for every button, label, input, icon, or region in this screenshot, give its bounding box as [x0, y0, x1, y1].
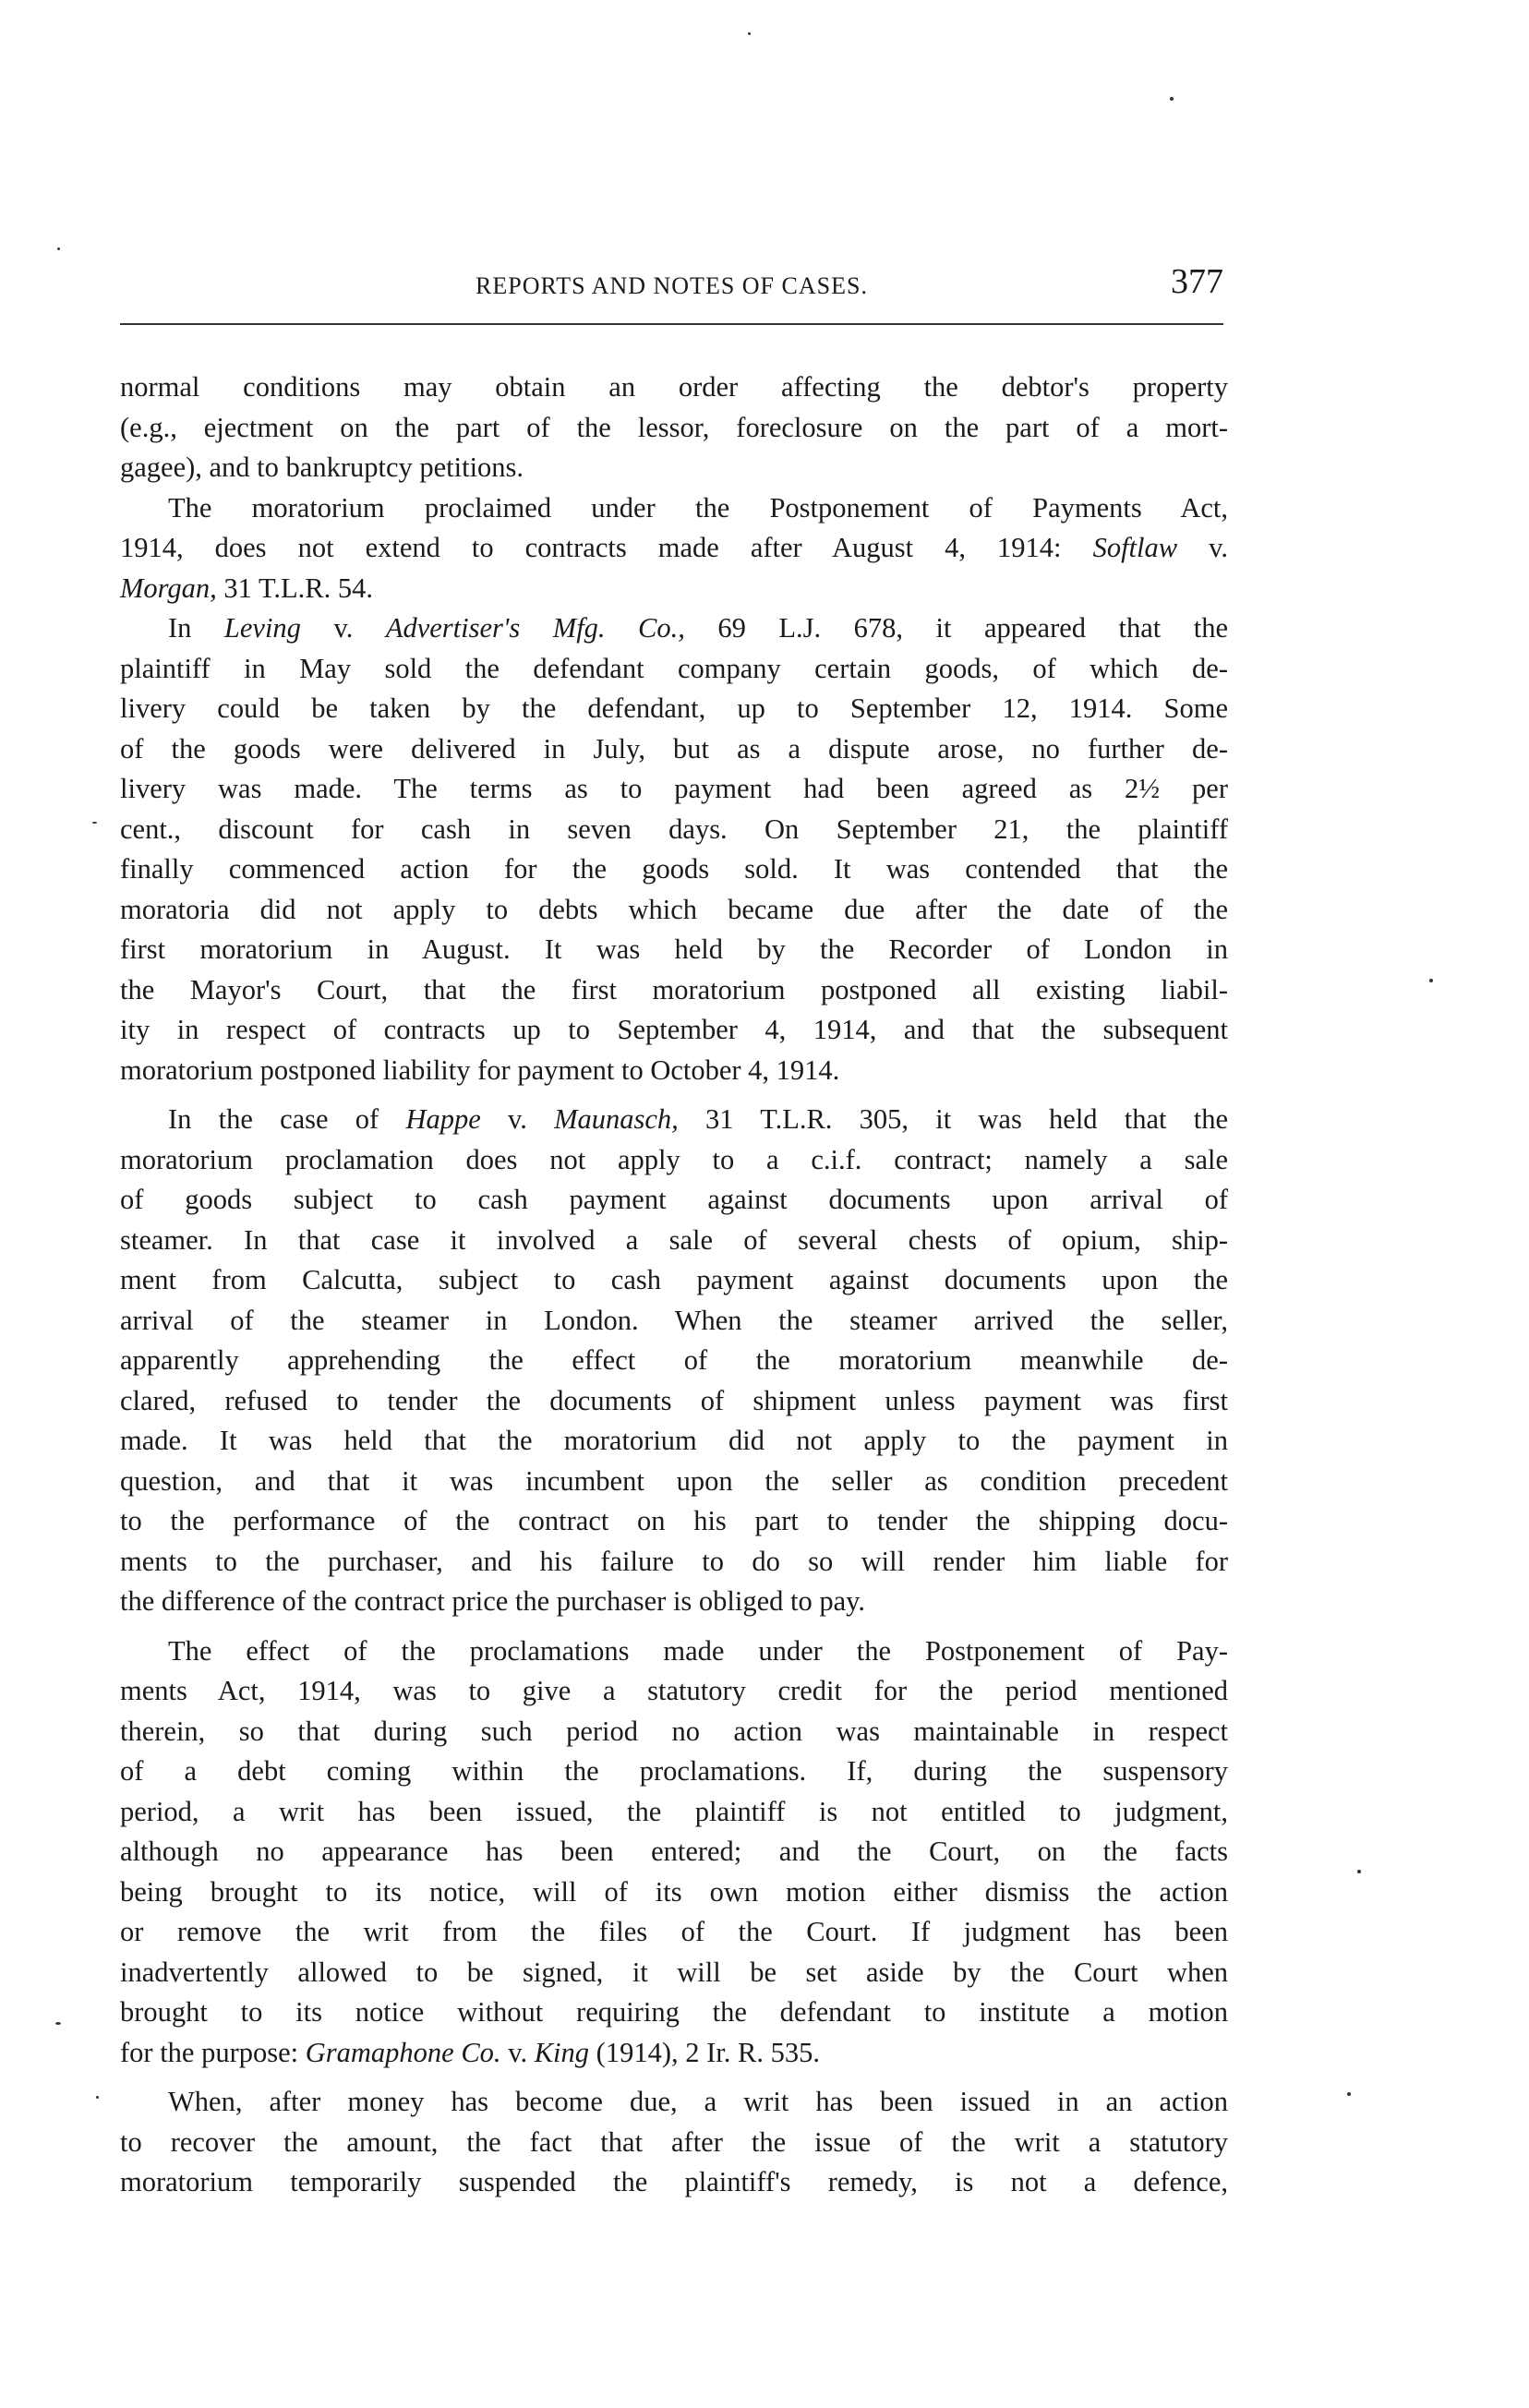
text-line — [120, 2033, 1228, 2074]
text-segment: v. — [508, 2036, 528, 2068]
scan-speck — [1170, 97, 1174, 101]
text-segment: 31 T.L.R. 54. — [223, 572, 373, 604]
text-line: ments Act, 1914, was to give a statutory credit for the period mentioned — [120, 1675, 1228, 1706]
text-segment: v. — [333, 612, 354, 644]
scan-speck — [1357, 1870, 1361, 1873]
text-line: ment from Calcutta, subject to cash payment against documents upon the — [120, 1264, 1228, 1295]
body-text — [120, 367, 1228, 2203]
text-line: of goods subject to cash payment against documents upon arrival of — [120, 1184, 1228, 1215]
text-line: or remove the writ from the files of the Court. If judgment has been — [120, 1916, 1228, 1947]
paragraph-gap — [120, 2073, 1228, 2082]
text-line: apparently apprehending the effect of the moratorium meanwhile de- — [120, 1344, 1228, 1376]
text-line: The moratorium proclaimed under the Postponement of Payments Act, — [168, 491, 1228, 524]
text-line: (e.g., ejectment on the part of the lessor, foreclosure on the part of a mort- — [120, 411, 1228, 443]
case-name: Happe — [405, 1103, 481, 1135]
text-line: moratoria did not apply to debts which became due after the date of the — [120, 893, 1228, 925]
scan-speck — [1347, 2092, 1351, 2096]
text-line: therein, so that during such period no action was maintainable in respect — [120, 1715, 1228, 1747]
text-line: period, a writ has been issued, the plaintiff is not entitled to judgment, — [120, 1795, 1228, 1827]
scan-speck — [96, 2096, 99, 2099]
text-line: inadvertently allowed to be signed, it will be set aside by the Court when — [120, 1956, 1228, 1988]
text-line: gagee), and to bankruptcy petitions. — [120, 452, 524, 483]
case-name: Advertiser's Mfg. Co., — [385, 612, 685, 644]
text-line: When, after money has become due, a writ has been issued in an action — [168, 2086, 1228, 2117]
text-line: ity in respect of contracts up to September 4, 1914, and that the subsequent — [120, 1014, 1228, 1045]
case-name: Gramaphone Co. — [305, 2036, 501, 2068]
text-line: to the performance of the contract on his part to tender the shipping docu- — [120, 1505, 1228, 1536]
text-segment: (1914), 2 Ir. R. 535. — [596, 2036, 820, 2068]
text-line: first moratorium in August. It was held by the Recorder of London in — [120, 933, 1228, 965]
scan-speck — [57, 247, 60, 250]
text-segment: 69 L.J. 678, it appeared that the — [717, 612, 1229, 644]
text-line — [120, 528, 1228, 569]
running-head — [120, 261, 1223, 317]
text-line: of a debt coming within the proclamations. If, during the suspensory — [120, 1755, 1228, 1787]
text-line: ments to the purchaser, and his failure to do so will render him liable for — [120, 1545, 1228, 1577]
case-name: Maunasch, — [554, 1103, 679, 1135]
page-number: 377 — [1171, 262, 1223, 301]
case-name: King — [534, 2036, 590, 2068]
paragraph-gap — [120, 1622, 1228, 1631]
text-line: the Mayor's Court, that the first moratorium postponed all existing liabil- — [120, 973, 1228, 1005]
text-segment: v. — [507, 1103, 527, 1135]
running-title: REPORTS AND NOTES OF CASES. — [476, 272, 868, 299]
text-line: plaintiff in May sold the defendant company certain goods, of which de- — [120, 652, 1228, 684]
text-line — [120, 608, 1228, 649]
text-segment: In the case of — [168, 1103, 379, 1135]
text-line: steamer. In that case it involved a sale of several chests of opium, ship- — [120, 1223, 1228, 1256]
text-line — [120, 569, 1228, 609]
text-line: brought to its notice without requiring the defendant to institute a motion — [120, 1996, 1228, 2028]
text-line: although no appearance has been entered; and the Court, on the facts — [120, 1836, 1228, 1867]
text-segment: v. — [1209, 532, 1229, 563]
text-line: question, and that it was incumbent upon the seller as condition precedent — [120, 1464, 1228, 1497]
text-line: arrival of the steamer in London. When the steamer arrived the seller, — [120, 1304, 1228, 1336]
scan-speck — [748, 32, 751, 35]
text-segment: 1914, does not extend to contracts made after August 4, 1914: — [120, 532, 1062, 563]
case-name: Morgan, — [120, 572, 217, 604]
text-segment: In — [168, 612, 192, 644]
text-line: moratorium postponed liability for payment to October 4, 1914. — [120, 1054, 840, 1086]
case-name: Softlaw — [1092, 532, 1178, 563]
text-line: moratorium proclamation does not apply to a c.i.f. contract; namely a sale — [120, 1143, 1228, 1175]
scan-speck — [55, 2022, 61, 2025]
text-line: clared, refused to tender the documents of shipment unless payment was first — [120, 1384, 1228, 1416]
text-line: livery was made. The terms as to payment had been agreed as 2½ per — [120, 773, 1228, 804]
text-line: livery could be taken by the defendant, up to September 12, 1914. Some — [120, 692, 1228, 724]
paragraph-gap — [120, 1090, 1228, 1100]
text-line: The effect of the proclamations made under the Postponement of Pay- — [168, 1634, 1228, 1667]
case-name: Leving — [223, 612, 301, 644]
text-segment: for the purpose: — [120, 2036, 299, 2068]
text-line: made. It was held that the moratorium did not apply to the payment in — [120, 1425, 1228, 1456]
text-line: normal conditions may obtain an order affecting the debtor's property — [120, 371, 1228, 403]
text-line: to recover the amount, the fact that after the issue of the writ a statutory — [120, 2125, 1228, 2158]
text-line — [120, 1100, 1228, 1140]
scan-speck — [92, 822, 97, 824]
text-line: finally commenced action for the goods sold. It was contended that the — [120, 853, 1228, 885]
scan-speck — [1429, 979, 1433, 982]
text-segment: 31 T.L.R. 305, it was held that the — [705, 1103, 1228, 1135]
header-rule — [120, 323, 1223, 325]
text-line: being brought to its notice, will of its own motion either dismiss the action — [120, 1875, 1228, 1908]
text-line: cent., discount for cash in seven days. On September 21, the plaintiff — [120, 813, 1228, 845]
text-line: of the goods were delivered in July, but as a dispute arose, no further de- — [120, 732, 1228, 765]
text-line: moratorium temporarily suspended the plaintiff's remedy, is not a defence, — [120, 2166, 1228, 2197]
text-line: the difference of the contract price the purchaser is obliged to pay. — [120, 1585, 866, 1617]
